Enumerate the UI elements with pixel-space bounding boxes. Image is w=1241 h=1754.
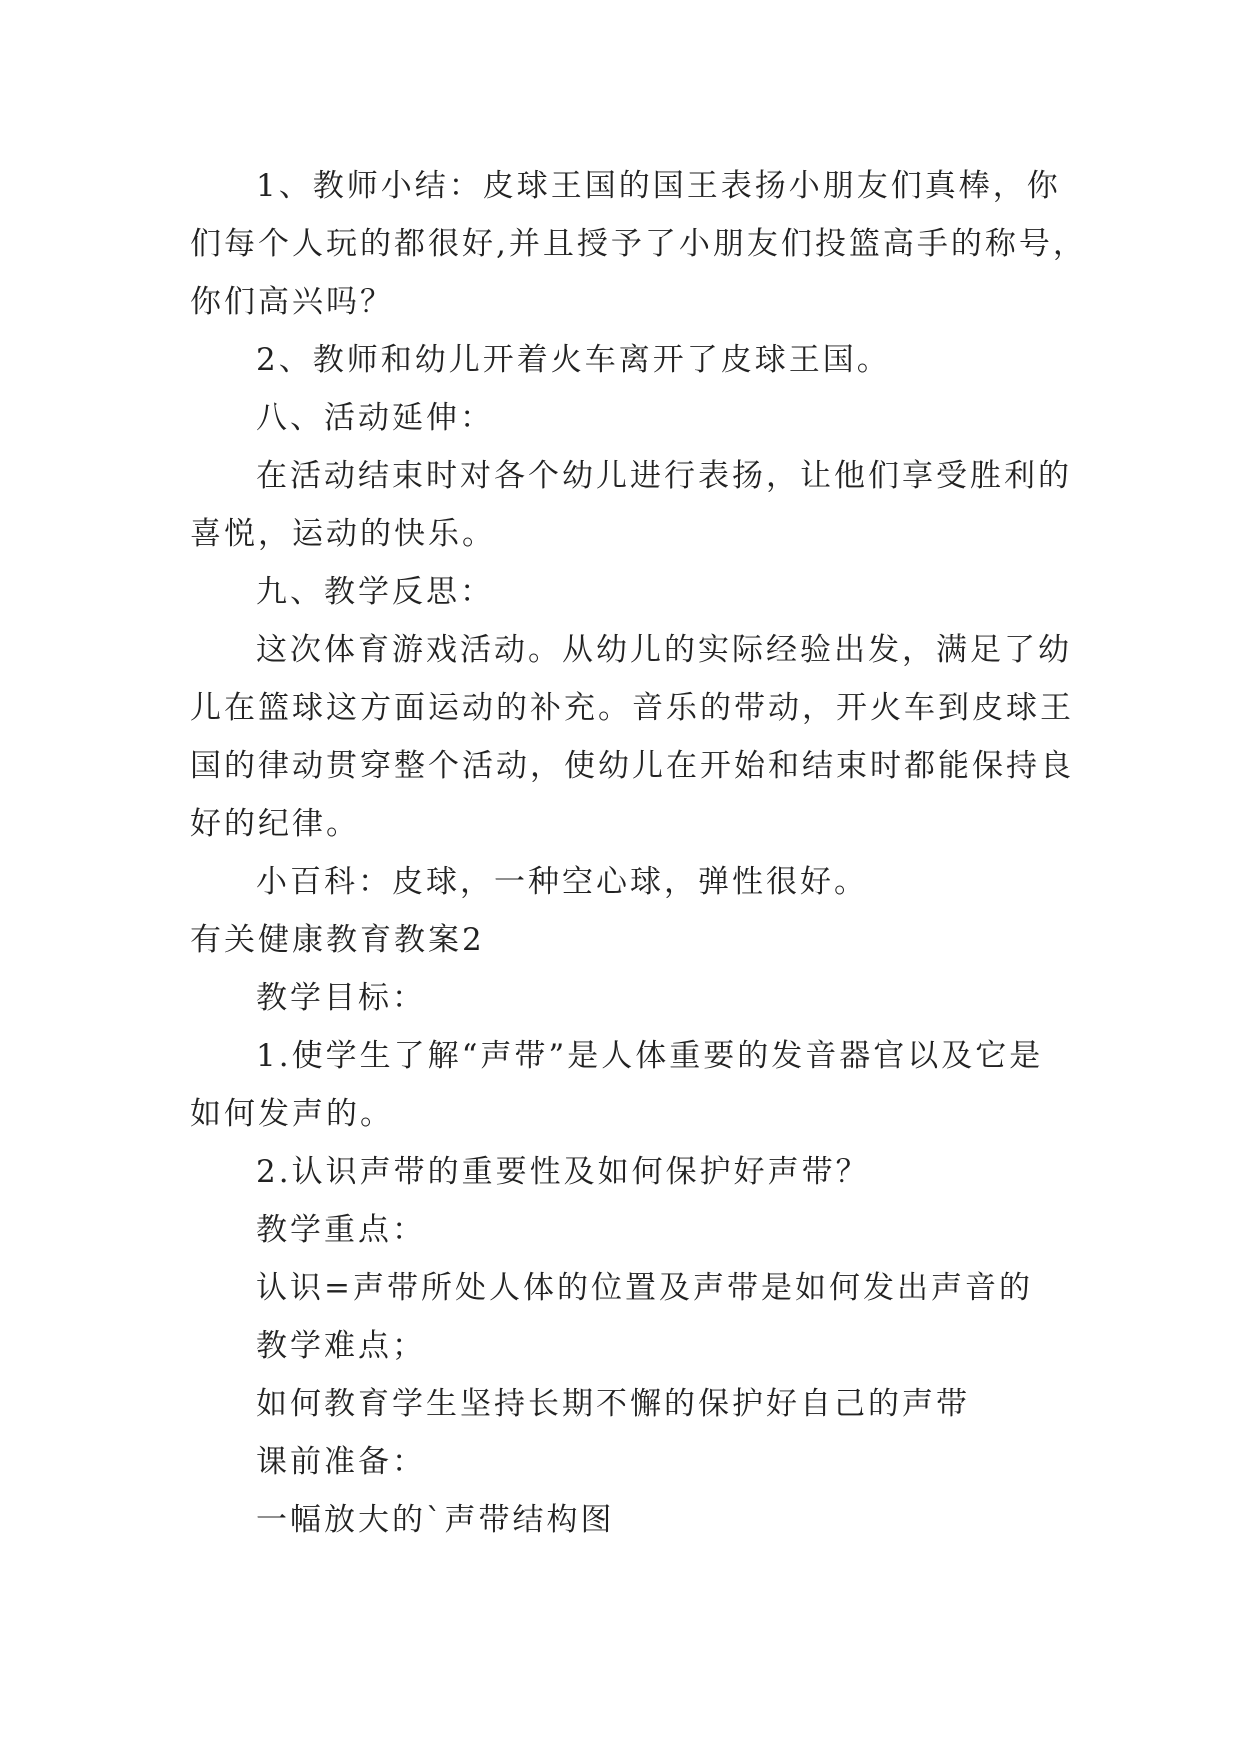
text-line: 如何发声的。 xyxy=(190,1096,394,1132)
text-line: 2.认识声带的重要性及如何保护好声带？ xyxy=(256,1154,870,1190)
text-line: 2、教师和幼儿开着火车离开了皮球王国。 xyxy=(256,342,891,378)
text-line: 国的律动贯穿整个活动，使幼儿在开始和结束时都能保持良 xyxy=(190,748,1074,784)
section-heading: 九、教学反思： xyxy=(256,574,494,610)
section-heading: 教学重点： xyxy=(256,1212,426,1248)
text-line: 小百科：皮球，一种空心球，弹性很好。 xyxy=(256,864,868,900)
section-heading: 课前准备： xyxy=(256,1444,426,1480)
text-line: 如何教育学生坚持长期不懈的保护好自己的声带 xyxy=(256,1386,970,1422)
text-line: 你们高兴吗？ xyxy=(190,284,394,320)
text-line: 喜悦，运动的快乐。 xyxy=(190,516,496,552)
text-line: 儿在篮球这方面运动的补充。音乐的带动，开火车到皮球王 xyxy=(190,690,1074,726)
text-line: 这次体育游戏活动。从幼儿的实际经验出发，满足了幼 xyxy=(256,632,1072,668)
text-line: 好的纪律。 xyxy=(190,806,360,842)
text-line: 1、教师小结：皮球王国的国王表扬小朋友们真棒，你 xyxy=(256,168,1061,204)
text-line: 一幅放大的`声带结构图 xyxy=(256,1502,615,1538)
document-title: 有关健康教育教案2 xyxy=(190,922,485,958)
section-heading: 教学目标： xyxy=(256,980,426,1016)
section-heading: 教学难点； xyxy=(256,1328,426,1364)
text-line: 们每个人玩的都很好,并且授予了小朋友们投篮高手的称号， xyxy=(190,226,1087,262)
text-line: 在活动结束时对各个幼儿进行表扬，让他们享受胜利的 xyxy=(256,458,1072,494)
text-line: 认识=声带所处人体的位置及声带是如何发出声音的 xyxy=(256,1270,1033,1306)
section-heading: 八、活动延伸： xyxy=(256,400,494,436)
text-line: 1.使学生了解“声带”是人体重要的发音器官以及它是 xyxy=(256,1038,1044,1074)
